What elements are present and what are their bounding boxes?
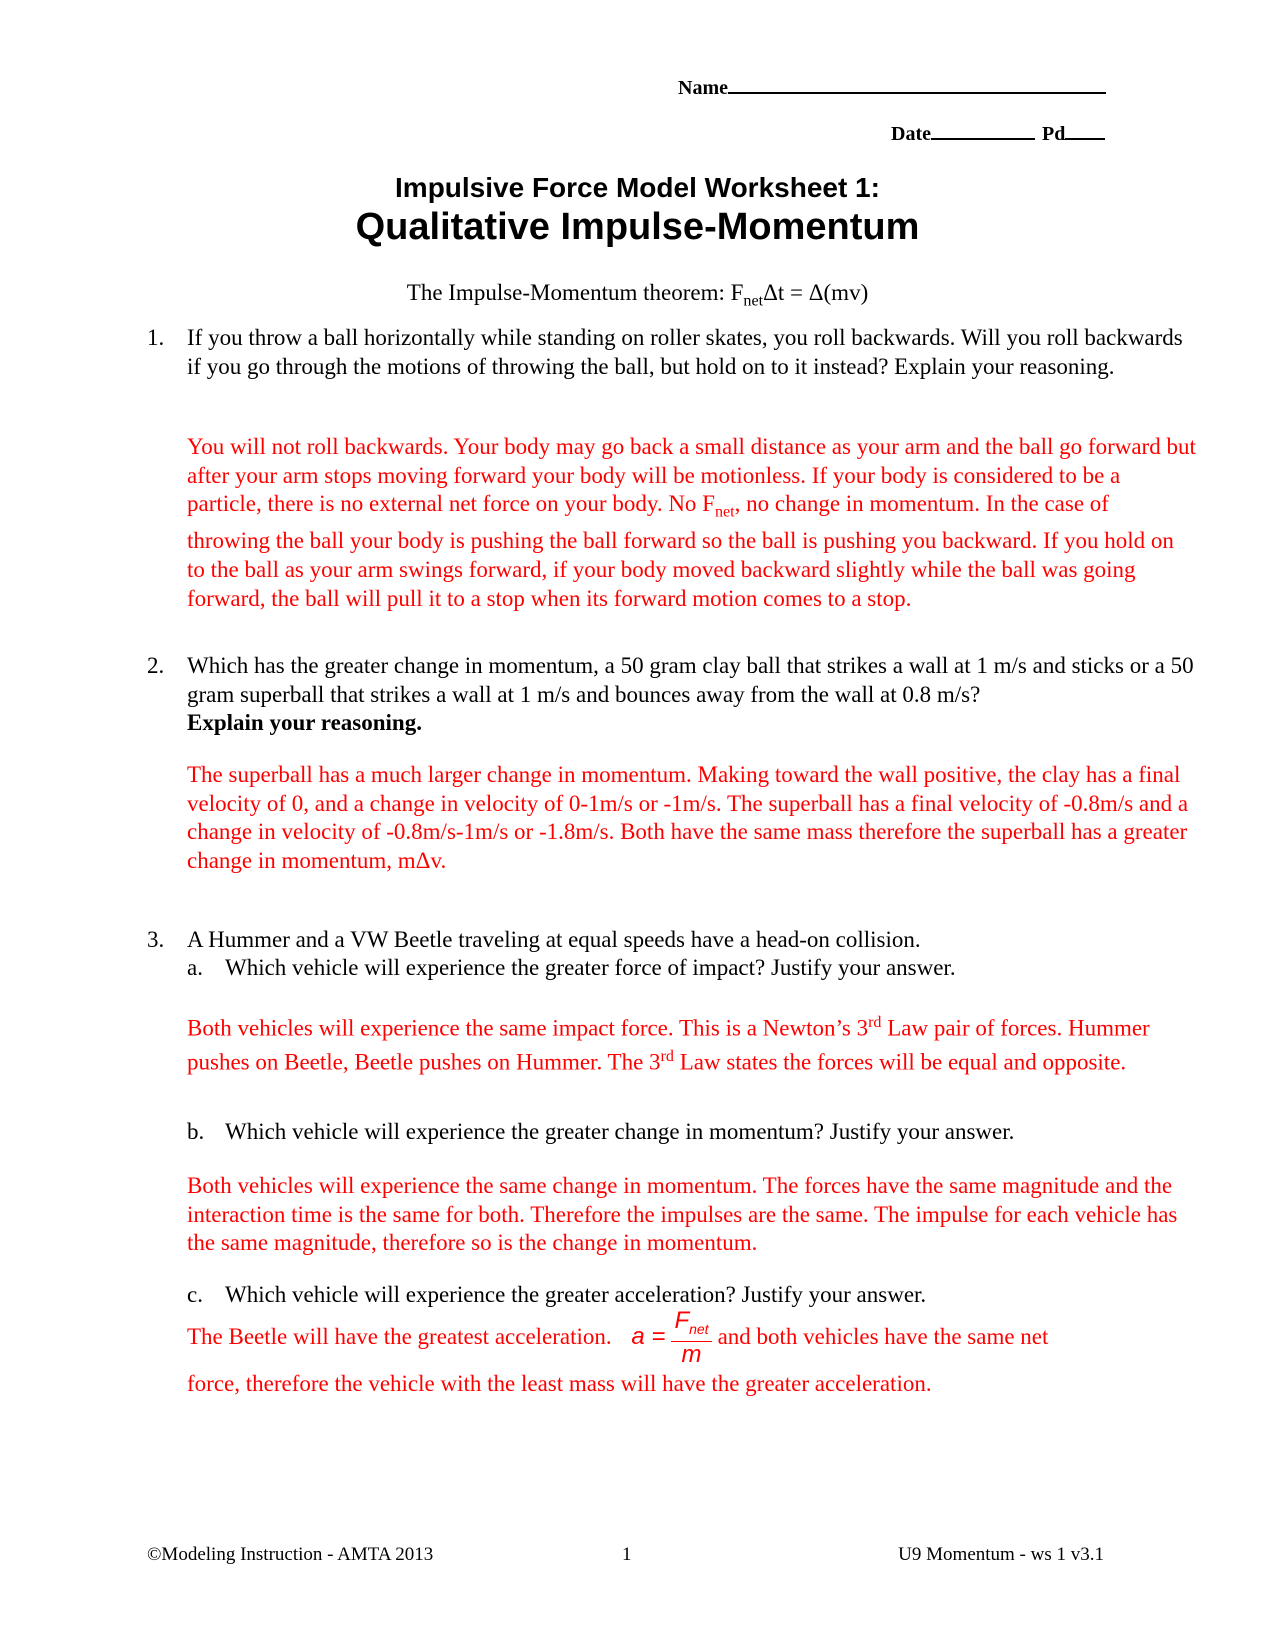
question-1-number: 1.	[147, 325, 165, 350]
question-3c-answer-line1: The Beetle will have the greatest acceleration. a = $\frac{F_{net}}{m}$ and both vehicles have the same net	[187, 1307, 1049, 1369]
question-3c-answer-line2: force, therefore the vehicle with the least mass will have the greater acceleration.	[187, 1371, 932, 1396]
name-blank	[728, 72, 1106, 94]
question-1-text: If you throw a ball horizontally while standing on roller skates, you roll backwards. Will you roll backwards if you go through the motions of throwing the ball, but hold on to it instead? Explain your reasoning.	[187, 325, 1183, 379]
name-field	[678, 72, 1106, 100]
question-3b-answer: Both vehicles will experience the same change in momentum. The forces have the same magnitude and the interaction time is the same for both. Therefore the impulses are the same. The impulse for each vehicle has the same magnitude, therefore so is the change in momentum.	[187, 1173, 1178, 1256]
question-3b-text: Which vehicle will experience the greater change in momentum? Justify your answer.	[225, 1119, 1015, 1144]
question-2-answer: The superball has a much larger change in momentum. Making toward the wall positive, the clay has a final velocity of 0, and a change in velocity of 0-1m/s or -1m/s. The superball has a final velocity of -0.8m/s and a change in velocity of -0.8m/s-1m/s or -1.8m/s. Both have the same mass therefore the superball has a greater change in momentum, mΔv.	[187, 762, 1189, 873]
pd-blank	[1065, 118, 1105, 140]
question-3c-letter: c.	[187, 1282, 203, 1307]
footer-copyright: ©Modeling Instruction - AMTA 2013	[147, 1544, 434, 1565]
question-3a-text: Which vehicle will experience the greater force of impact? Justify your answer.	[225, 955, 956, 980]
worksheet-title: Impulsive Force Model Worksheet 1:	[395, 172, 880, 203]
pd-label: Pd	[1041, 123, 1066, 145]
question-3a-answer: Both vehicles will experience the same impact force. This is a Newton’s 3rd Law pair of forces. Hummer pushes on Beetle, Beetle pushes on Hummer. The 3rd Law states the forces will be equal and opposite.	[187, 1014, 1150, 1075]
footer-page-number: 1	[622, 1544, 632, 1565]
date-pd-field	[891, 118, 1105, 146]
question-3b-letter: b.	[187, 1119, 205, 1144]
question-3-number: 3.	[147, 927, 165, 952]
question-2-number: 2.	[147, 653, 165, 678]
question-3a-letter: a.	[187, 955, 203, 980]
date-blank	[931, 118, 1035, 140]
impulse-momentum-theorem: The Impulse-Momentum theorem: $F_{net}\Delta t = \Delta(mv)$	[406, 280, 869, 310]
formula-lhs: a =	[631, 1323, 666, 1350]
name-label: Name	[678, 77, 728, 99]
question-1-answer: You will not roll backwards. Your body may go back a small distance as your arm and the ball go forward but after your arm stops moving forward your body will be motionless. If your body is considered to be a particle, there is no external net force on your body. No $F_{net}$, no change in momentum. In the case of throwing the ball your body is pushing the ball forward so the ball is pushing you backward. If you hold on to the ball as your arm swings forward, if your body moved backward slightly while the ball was going forward, the ball will pull it to a stop when its forward motion comes to a stop.	[187, 434, 1196, 611]
question-3-text: A Hummer and a VW Beetle traveling at equal speeds have a head-on collision.	[187, 927, 921, 952]
acceleration-formula: $\frac{F_{net}}{m}$	[671, 1309, 711, 1368]
worksheet-subtitle: Qualitative Impulse-Momentum	[355, 206, 920, 248]
footer-version: U9 Momentum - ws 1 v3.1	[898, 1544, 1104, 1565]
date-label: Date	[891, 123, 931, 145]
question-2-text: Which has the greater change in momentum, a 50 gram clay ball that strikes a wall at 1 m/s and sticks or a 50 gram superball that strikes a wall at 1 m/s and bounces away from the wall at 0.8 m/s? Explain your reasoning.	[187, 653, 1194, 736]
question-3c-text: Which vehicle will experience the greater acceleration? Justify your answer.	[225, 1282, 927, 1307]
